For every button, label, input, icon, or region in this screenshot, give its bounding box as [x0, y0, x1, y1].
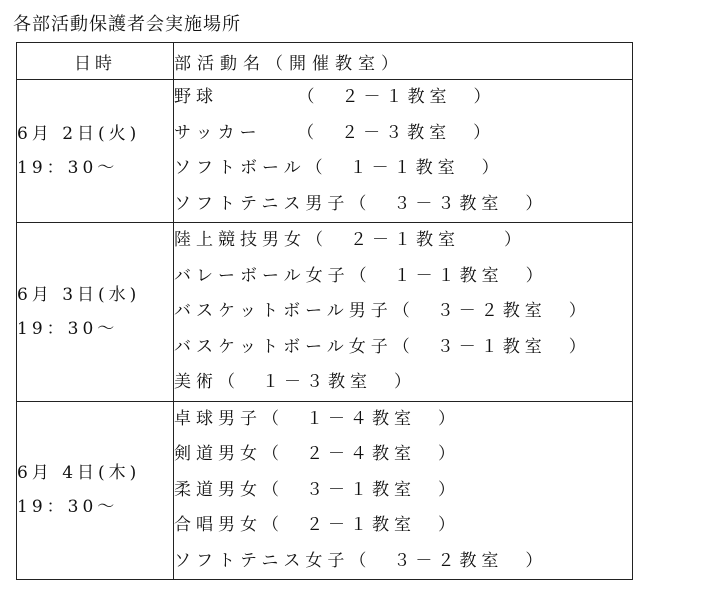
club-entry: 剣道男女（ ２－４教室 ） — [174, 444, 460, 464]
club-entry: ソフトボール（ １－１教室 ） — [174, 158, 504, 178]
date-text: 6月 2日(火) — [17, 124, 141, 144]
club-cell — [174, 401, 633, 580]
document-title: 各部活動保護者会実施場所 — [13, 14, 241, 35]
club-entry: 陸上競技男女（ ２－１教室 ） — [174, 230, 526, 250]
club-entry: ソフトテニス男子（ ３－３教室 ） — [174, 193, 548, 214]
header-date: 日時 — [17, 43, 174, 80]
time-text: 19：30～ — [17, 158, 119, 178]
table-row — [17, 80, 633, 223]
header-club: 部活動名（開催教室） — [174, 43, 633, 80]
club-entry: サッカー （ ２－３教室 ） — [174, 122, 496, 143]
table-row — [17, 401, 633, 580]
club-entry: バスケットボール男子（ ３－２教室 ） — [174, 301, 591, 321]
time-text: 19：30～ — [17, 497, 119, 518]
club-entry: 卓球男子（ １－４教室 ） — [174, 408, 460, 429]
date-text: 6月 4日(木) — [17, 463, 141, 484]
club-entry: ソフトテニス女子（ ３－２教室 ） — [174, 550, 548, 571]
time-text: 19：30～ — [17, 318, 119, 339]
date-text: 6月 3日(水) — [17, 284, 141, 305]
club-cell — [174, 80, 633, 223]
club-entry: 合唱男女（ ２－１教室 ） — [174, 515, 460, 535]
club-entry: バスケットボール女子（ ３－１教室 ） — [174, 336, 591, 357]
date-cell — [17, 223, 174, 402]
club-entry: 柔道男女（ ３－１教室 ） — [174, 479, 460, 500]
table-row — [17, 223, 633, 402]
date-cell — [17, 401, 174, 580]
club-entry: 野球 （ ２－１教室 ） — [174, 87, 496, 107]
club-entry: バレーボール女子（ １－１教室 ） — [174, 265, 548, 286]
schedule-table — [16, 42, 633, 580]
club-cell — [174, 223, 633, 402]
club-entry: 美術（ １－３教室 ） — [174, 372, 416, 392]
table-header-row — [17, 43, 633, 80]
date-cell — [17, 80, 174, 223]
